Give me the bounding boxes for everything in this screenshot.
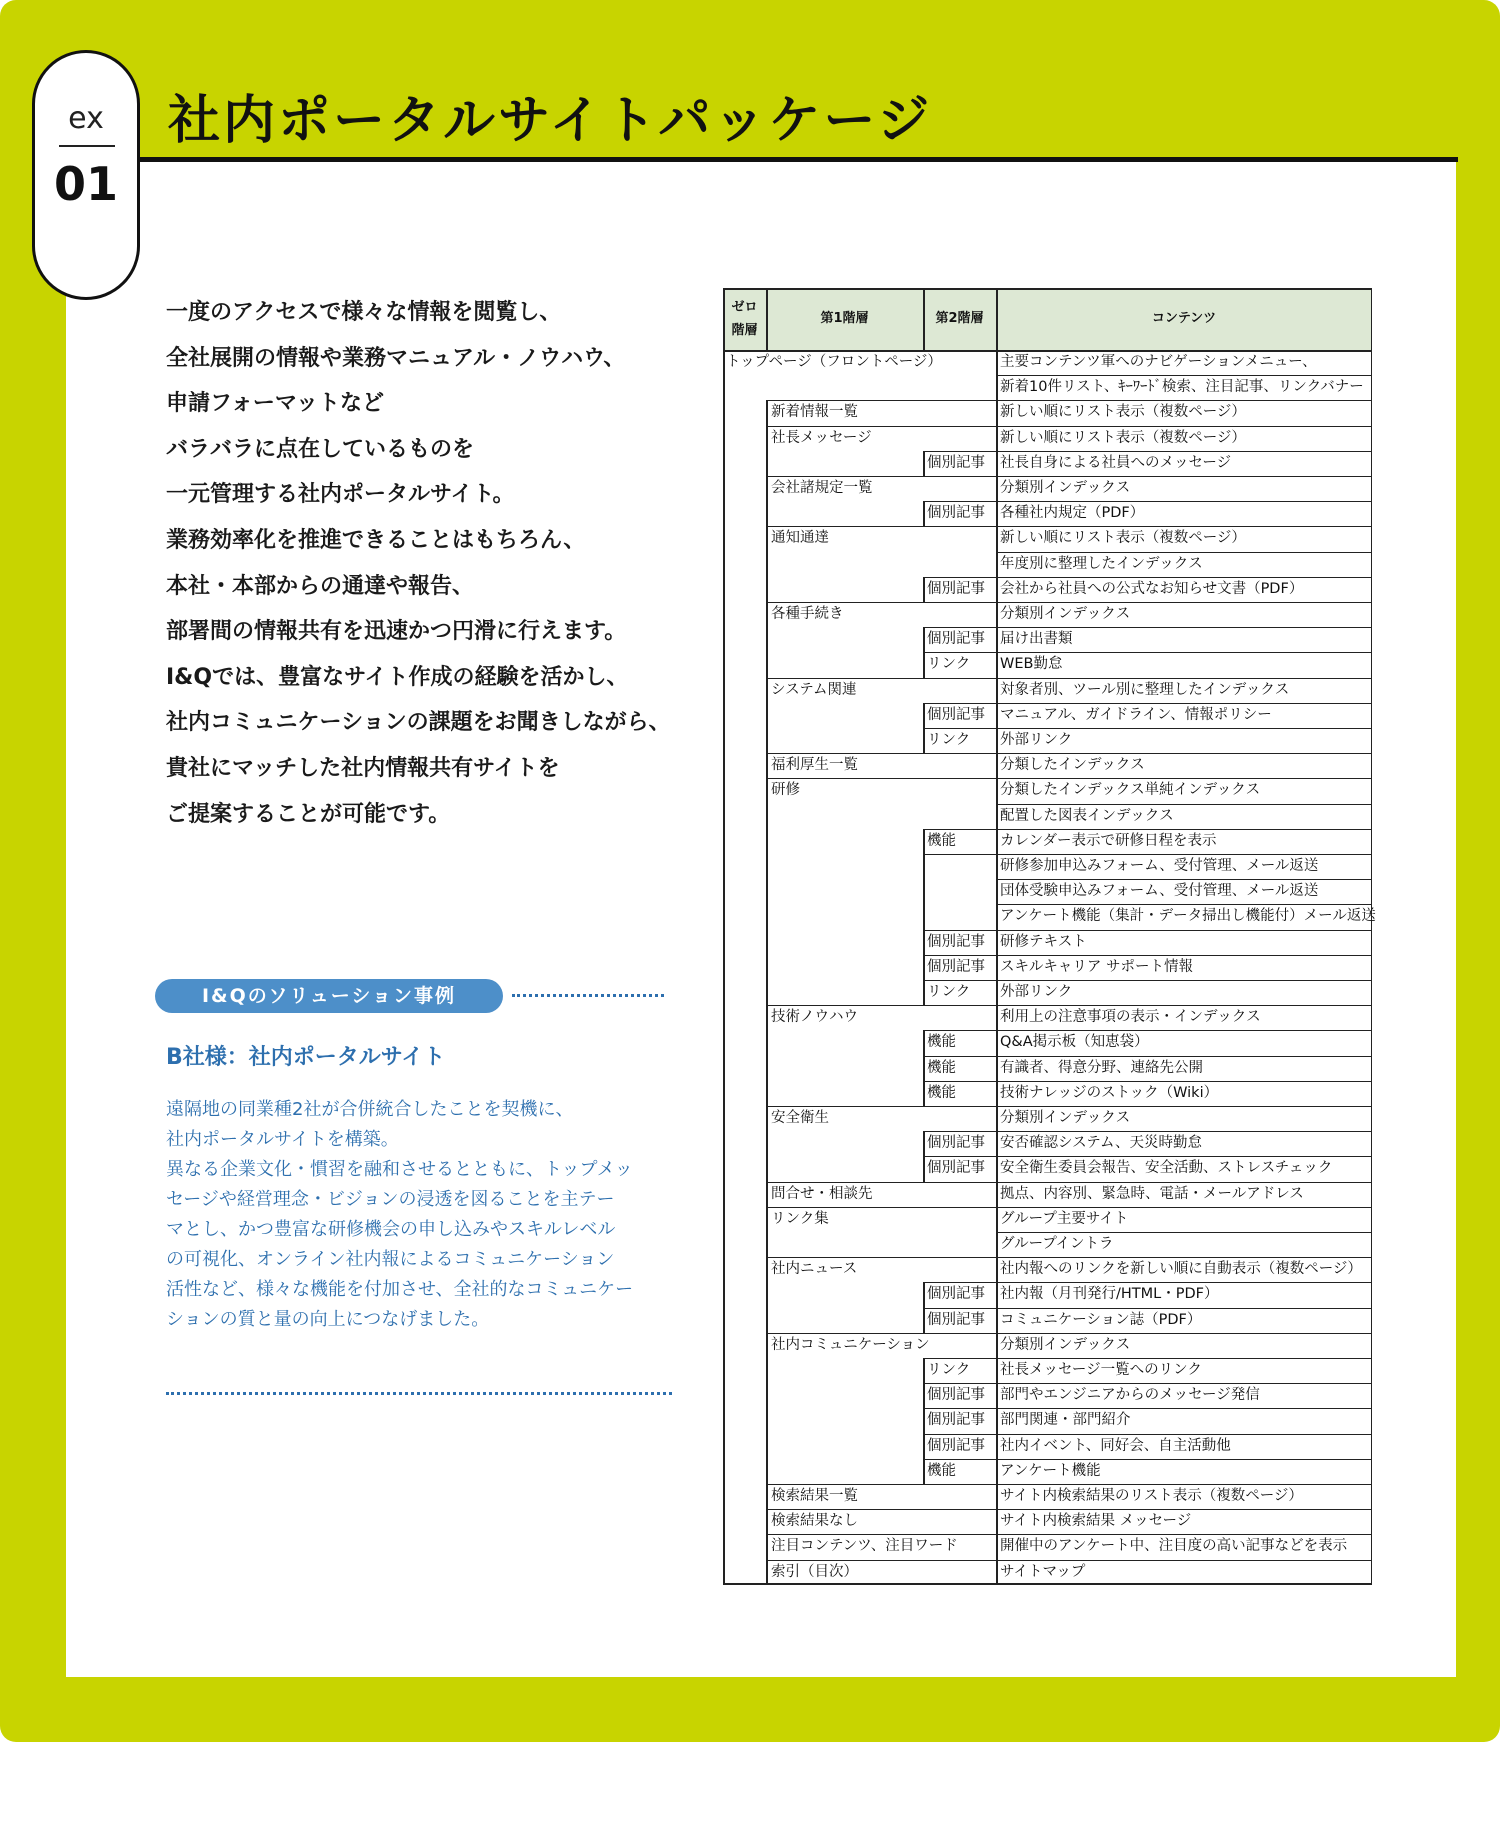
table-cell-content: 団体受験申込みフォーム、受付管理、メール返送 [1000, 883, 1319, 900]
table-cell-level2: 個別記事 [927, 1135, 985, 1152]
badge-label: ex [68, 101, 104, 136]
table-cell-content: 対象者別、ツール別に整理したインデックス [1000, 681, 1290, 698]
table-cell-content: グループ主要サイト [1000, 1210, 1129, 1227]
table-cell-level2: 個別記事 [927, 933, 985, 950]
table-cell-level2: 個別記事 [927, 1387, 985, 1404]
table-cell-content: 分類別インデックス [1000, 1336, 1131, 1353]
intro-line: 一元管理する社内ポータルサイト。 [166, 482, 515, 508]
table-cell-content: 社長自身による社員へのメッセージ [1000, 454, 1232, 471]
intro-line: 社内コミュニケーションの課題をお聞きしながら、 [166, 710, 671, 736]
table-cell-content: 社内報へのリンクを新しい順に自動表示（複数ページ） [1000, 1261, 1362, 1278]
table-cell-content: 分類したインデックス [1000, 757, 1145, 774]
table-cell-level2: 機能 [927, 1084, 956, 1101]
table-cell-content: 研修参加申込みフォーム、受付管理、メール返送 [1000, 858, 1319, 874]
table-cell-content: 社内イベント、同好会、自主活動他 [1000, 1437, 1231, 1454]
table-cell-level2: 個別記事 [927, 958, 985, 975]
table-cell-content: 配置した図表インデックス [1000, 807, 1174, 824]
example-number-badge [32, 50, 140, 300]
case-study-line: セージや経営理念・ビジョンの浸透を図ることを主テー [166, 1189, 615, 1210]
section-rule [766, 778, 996, 779]
dotted-divider-bottom [166, 1392, 672, 1395]
intro-line: 部署間の情報共有を迅速かつ円滑に行えます。 [166, 619, 627, 645]
sitemap-table [723, 288, 1376, 1590]
table-cell-level2: リンク [927, 732, 971, 748]
header-level-2: 第2階層 [935, 311, 984, 326]
table-cell-content: 安全衛生委員会報告、安全活動、ストレスチェック [1000, 1160, 1333, 1177]
table-cell-content: 分類別インデックス [1000, 606, 1131, 622]
table-cell-content: 研修テキスト [1000, 933, 1087, 950]
table-cell-content: 社内報（月刊発行/HTML・PDF） [1000, 1286, 1219, 1303]
header-zero-level: ゼロ 階層 [731, 300, 758, 338]
case-study-line: 社内ポータルサイトを構築。 [166, 1129, 399, 1150]
level2-divider [923, 703, 925, 728]
table-cell-level1: 技術ノウハウ [771, 1009, 858, 1026]
table-cell-level2: 機能 [927, 832, 956, 849]
table-cell-content: 安否確認システム、天災時勤怠 [1000, 1135, 1202, 1152]
level2-divider [923, 1282, 925, 1307]
table-cell-level2: リンク [927, 984, 971, 1000]
level2-divider [923, 1081, 925, 1106]
level2-divider [923, 1308, 925, 1333]
table-cell-level1: システム関連 [771, 681, 857, 698]
level2-divider [923, 930, 925, 955]
table-cell-content: マニュアル、ガイドライン、情報ポリシー [1000, 706, 1272, 723]
table-cell-level2: 機能 [927, 1034, 956, 1051]
table-cell-level1: 通知通達 [771, 530, 829, 547]
header-level-1: 第1階層 [820, 311, 869, 326]
table-cell-content: 有識者、得意分野、連絡先公開 [1000, 1059, 1203, 1076]
level2-divider [923, 1408, 925, 1433]
table-cell-content: 部門関連・部門紹介 [1000, 1412, 1131, 1429]
table-cell-content: アンケート機能 [1000, 1462, 1101, 1479]
table-cell-level2: 個別記事 [927, 1311, 985, 1328]
table-cell-level2: 個別記事 [927, 631, 985, 648]
table-cell-level1: 新着情報一覧 [771, 404, 858, 421]
table-cell-content: 会社から社員への公式なお知らせ文書（PDF） [1000, 580, 1304, 597]
table-cell-content: 新しい順にリスト表示（複数ページ） [1000, 530, 1246, 547]
table-cell-content: 各種社内規定（PDF） [1000, 505, 1145, 522]
header-content: コンテンツ [1151, 311, 1217, 326]
dotted-divider-top [512, 994, 664, 997]
badge-number: 01 [53, 157, 118, 211]
level2-divider [923, 955, 925, 980]
level2-divider [923, 501, 925, 526]
table-cell-content: 部門やエンジニアからのメッセージ発信 [1000, 1387, 1260, 1404]
level2-divider [923, 1030, 925, 1055]
table-cell-content: 新着10件リスト、ｷｰﾜｰﾄﾞ検索、注目記事、リンクバナー [1000, 379, 1364, 396]
case-study-line: マとし、かつ豊富な研修機会の申し込みやスキルレベル [166, 1219, 616, 1240]
table-cell-content: WEB勤怠 [1000, 656, 1063, 673]
level2-divider [923, 652, 925, 677]
table-cell-level1: 社長メッセージ [771, 429, 872, 446]
table-cell-content: サイト内検索結果のリスト表示（複数ページ） [1000, 1488, 1303, 1504]
table-cell-level2: 個別記事 [927, 580, 985, 597]
level2-divider [923, 627, 925, 652]
intro-line: 一度のアクセスで様々な情報を閲覧し、 [166, 300, 562, 325]
level2-divider [923, 728, 925, 753]
level1-column-divider [766, 400, 768, 1584]
table-cell-content: 開催中のアンケート中、注目度の高い記事などを表示 [1000, 1538, 1348, 1555]
level2-divider [923, 577, 925, 602]
table-cell-content: コミュニケーション誌（PDF） [1000, 1311, 1202, 1328]
table-cell-content: 分類別インデックス [1000, 480, 1131, 496]
case-study-line: 活性など、様々な機能を付加させ、全社的なコミュニケー [166, 1279, 634, 1300]
table-border-top [723, 288, 1372, 290]
table-cell-content: 利用上の注意事項の表示・インデックス [1000, 1009, 1261, 1026]
table-cell-content: 拠点、内容別、緊急時、電話・メールアドレス [1000, 1185, 1304, 1202]
title-underline [100, 157, 1458, 162]
case-study-line: 遠隔地の同業種2社が合併統合したことを契機に、 [166, 1099, 574, 1120]
table-cell-level2: 個別記事 [927, 505, 985, 522]
case-study-title: B社様：社内ポータルサイト [166, 1045, 446, 1070]
table-cell-level2: 機能 [927, 1462, 956, 1479]
table-cell-level2: 機能 [927, 1059, 956, 1076]
table-cell-content: 技術ナレッジのストック（Wiki） [1000, 1084, 1219, 1101]
content-column-divider [996, 288, 998, 1585]
table-cell-content: グループイントラ [1000, 1236, 1114, 1252]
table-cell-level2: 個別記事 [927, 1286, 985, 1303]
table-cell-content: 外部リンク [1000, 732, 1073, 748]
table-cell-content: アンケート機能（集計・データ掃出し機能付）メール返送 [1000, 908, 1376, 925]
level2-divider [923, 451, 925, 476]
case-study-body [166, 1095, 686, 1335]
level2-divider [923, 879, 925, 904]
table-cell-level1: 社内ニュース [771, 1261, 858, 1278]
level2-divider [923, 1056, 925, 1081]
level2-divider [923, 829, 925, 854]
table-cell-level1: 社内コミュニケーション [771, 1336, 930, 1353]
table-cell-zero: トップページ（フロントページ） [726, 354, 942, 370]
level2-divider [923, 1131, 925, 1156]
intro-text [166, 290, 726, 837]
intro-line: 業務効率化を推進できることはもちろん、 [166, 527, 586, 553]
case-study-line: の可視化、オンライン社内報によるコミュニケーション [166, 1249, 615, 1270]
table-cell-level2: 個別記事 [927, 1412, 985, 1429]
table-cell-content: スキルキャリア サポート情報 [1000, 958, 1193, 975]
table-cell-level2: リンク [927, 656, 971, 673]
case-study-line: ションの質と量の向上につなげました。 [166, 1309, 490, 1330]
table-cell-level1: 注目コンテンツ、注目ワード [771, 1538, 958, 1555]
case-study-line: 異なる企業文化・慣習を融和させるとともに、トップメッ [166, 1159, 633, 1180]
case-study-label: I&Qのソリューション事例 [155, 979, 503, 1013]
table-cell-content: 分類別インデックス [1000, 1110, 1131, 1126]
intro-line: 本社・本部からの通達や報告、 [166, 573, 475, 599]
table-cell-level2: リンク [927, 1362, 971, 1378]
table-cell-level2: 個別記事 [927, 1437, 985, 1454]
table-cell-level1: 福利厚生一覧 [771, 757, 858, 774]
level2-divider [923, 904, 925, 929]
table-cell-content: 分類したインデックス単純インデックス [1000, 782, 1261, 799]
table-cell-level1: 検索結果なし [771, 1513, 858, 1530]
table-border-left [723, 288, 725, 1585]
level2-divider [923, 1156, 925, 1181]
level2-rule [923, 854, 996, 855]
badge-divider [59, 145, 115, 147]
table-cell-content: 主要コンテンツ軍へのナビゲーションメニュー、 [1000, 354, 1317, 370]
level2-divider [923, 1358, 925, 1383]
table-cell-content: 新しい順にリスト表示（複数ページ） [1000, 404, 1246, 421]
table-cell-content: 社長メッセージ一覧へのリンク [1000, 1362, 1202, 1378]
table-cell-level2: 個別記事 [927, 454, 985, 471]
table-cell-content: サイト内検索結果 メッセージ [1000, 1513, 1192, 1530]
table-cell-content: 年度別に整理したインデックス [1000, 555, 1203, 572]
table-cell-content: サイトマップ [1000, 1563, 1086, 1580]
table-cell-level1: 検索結果一覧 [771, 1488, 858, 1504]
header-divider [766, 288, 768, 350]
table-border-right [1371, 288, 1373, 1585]
table-cell-content: 外部リンク [1000, 984, 1073, 1000]
level2-divider [923, 1459, 925, 1484]
header-divider [923, 288, 925, 350]
table-cell-content: 新しい順にリスト表示（複数ページ） [1000, 429, 1246, 446]
table-cell-level1: 会社諸規定一覧 [771, 480, 873, 496]
page-title: 社内ポータルサイトパッケージ [168, 91, 933, 151]
intro-line: 申請フォーマットなど [166, 391, 385, 417]
level2-divider [923, 1434, 925, 1459]
table-cell-level1: 研修 [771, 782, 800, 799]
intro-line: 貴社にマッチした社内情報共有サイトを [166, 755, 560, 781]
intro-line: ご提案することが可能です。 [166, 801, 451, 827]
level2-divider [923, 854, 925, 879]
intro-line: 全社展開の情報や業務マニュアル・ノウハウ、 [166, 345, 626, 371]
table-cell-content: 届け出書類 [1000, 631, 1073, 648]
table-cell-level1: リンク集 [771, 1210, 829, 1227]
table-cell-level1: 索引（目次） [771, 1563, 858, 1580]
intro-line: I&Qでは、豊富なサイト作成の経験を活かし、 [166, 664, 629, 690]
intro-line: バラバラに点在しているものを [166, 436, 475, 462]
table-cell-level1: 各種手続き [771, 606, 844, 622]
level2-divider [923, 1383, 925, 1408]
table-cell-level2: 個別記事 [927, 706, 985, 723]
table-cell-level1: 問合せ・相談先 [771, 1185, 873, 1202]
table-cell-content: Q&A掲示板（知恵袋） [1000, 1034, 1149, 1051]
level2-divider [923, 980, 925, 1005]
table-cell-level1: 安全衛生 [771, 1110, 829, 1126]
table-cell-level2: 個別記事 [927, 1160, 985, 1177]
table-cell-content: カレンダー表示で研修日程を表示 [1000, 832, 1217, 849]
